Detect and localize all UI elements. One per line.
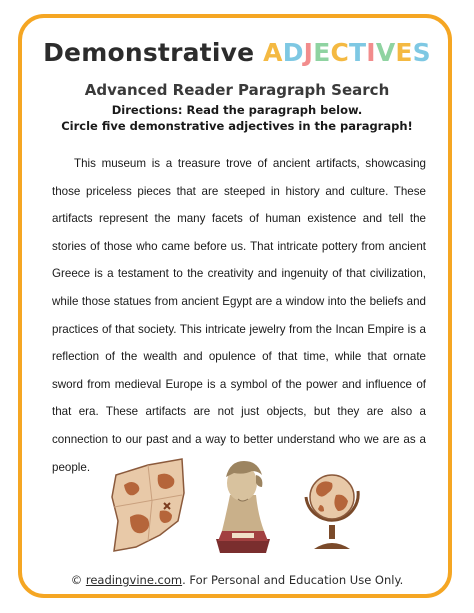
title-letter: V — [375, 38, 396, 67]
title-word-demonstrative: Demonstrative — [43, 38, 255, 67]
globe-icon — [296, 455, 366, 555]
title-word-adjectives — [263, 38, 431, 67]
title-letter: E — [395, 38, 413, 67]
title-letter: J — [303, 38, 314, 67]
title-letter: S — [412, 38, 431, 67]
title-letter: E — [313, 38, 331, 67]
worksheet-title — [0, 38, 474, 67]
footer-notice — [0, 573, 474, 587]
site-link[interactable]: readingvine.com — [85, 573, 183, 587]
title-letter: T — [349, 38, 367, 67]
directions-line-2: Circle five demonstrative adjectives in the paragraph! — [61, 119, 413, 133]
statue-bust-icon — [208, 455, 278, 555]
directions — [0, 102, 474, 134]
worksheet-subtitle: Advanced Reader Paragraph Search — [84, 81, 390, 99]
reading-paragraph: This museum is a treasure trove of ancient artifacts, showcasing those priceless pieces that are steeped in history and culture. These artifacts represent the many facets of human existence and tell the stories of those who came before us. That intricate pottery from ancient Greece is a testament to the creativity and ingenuity of that civilization, while those statues from ancient Egypt are a window into the beliefs and practices of that society. This intricate jewelry from the Incan Empire is a reflection of the wealth and opulence of that time, while that ornate sword from medieval Europe is a symbol of the power and influence of that era. These artifacts are not just objects, but they are also a connection to our past and a way to better understand who we are as a people. — [52, 157, 426, 474]
treasure-map-icon — [108, 455, 190, 555]
title-letter: I — [366, 38, 376, 67]
directions-line-1: Directions: Read the paragraph below. — [111, 103, 363, 117]
copyright-symbol: © — [70, 573, 83, 587]
title-letter: D — [282, 38, 304, 67]
usage-notice: . For Personal and Education Use Only. — [182, 573, 404, 587]
title-letter: C — [330, 38, 350, 67]
title-letter: A — [263, 38, 283, 67]
